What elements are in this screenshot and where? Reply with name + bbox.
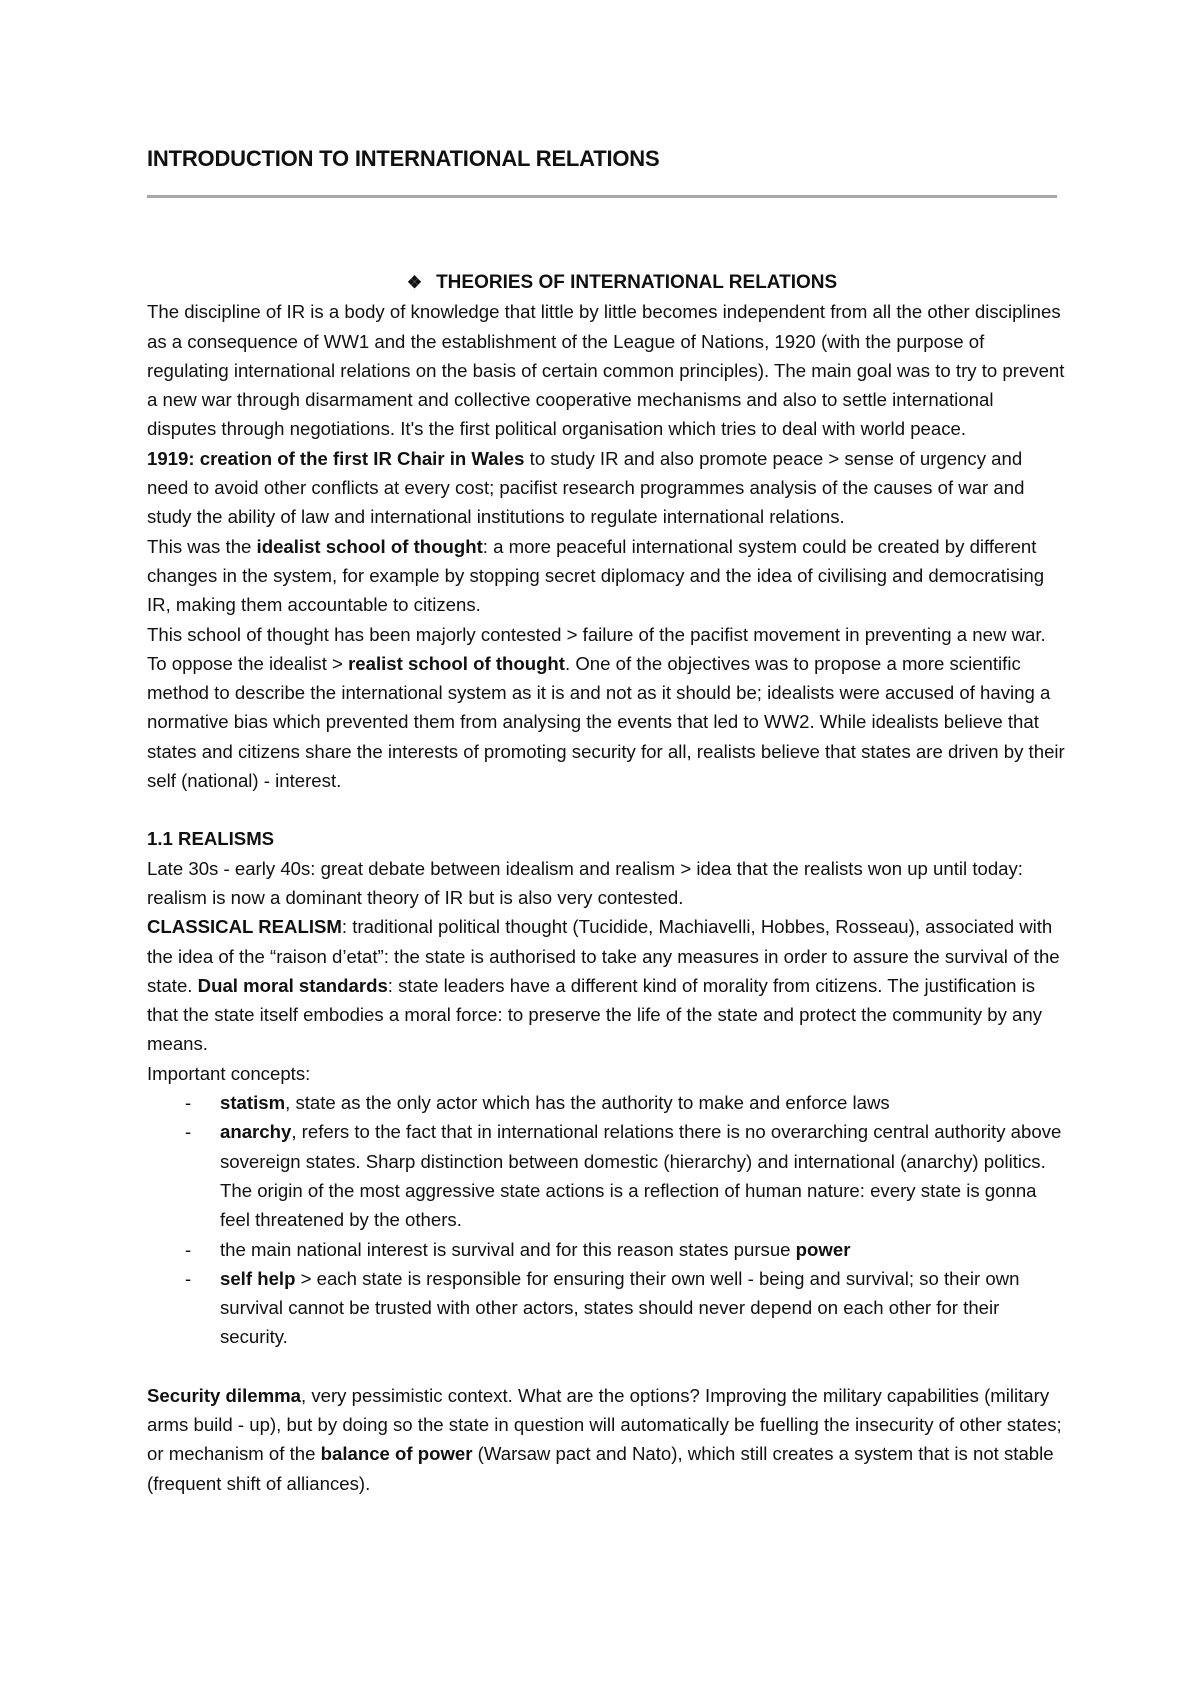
dash-bullet: -: [185, 1238, 192, 1260]
paragraph-realist: [147, 620, 1067, 796]
list-item-text: , state as the only actor which has the authority to make and enforce laws: [285, 1092, 890, 1114]
paragraph-security-dilemma: [147, 1381, 1067, 1498]
paragraph-text: to study IR and also promote peace > sense of urgency and need to avoid other conflicts at every cost; pacifist research programmes analysis of the causes of war and study the ability of law and international institutions to regulate international relations.: [147, 447, 1025, 528]
section-heading-text: THEORIES OF INTERNATIONAL RELATIONS: [436, 272, 838, 293]
diamond-bullet-icon: ❖: [406, 273, 423, 292]
spacer: [147, 1352, 1067, 1381]
dash-bullet: -: [185, 1092, 192, 1114]
list-item-text: > each state is responsible for ensuring their own well - being and survival; so their own survival cannot be trusted with other actors, states should never depend on each other for their security.: [220, 1267, 1020, 1348]
bold-text: anarchy: [220, 1121, 292, 1143]
list-item-text: , refers to the fact that in international relations there is no overarching central authority above sovereign states. Sharp distinction between domestic (hierarchy) and international (anarchy) politics. The origin of the most aggressive state actions is a reflection of human nature: every state is gonna feel threatened by the others.: [220, 1121, 1062, 1231]
paragraph-text: : a more peaceful international system could be created by different changes in the system, for example by stopping secret diplomacy and the idea of civilising and democratising IR, making them accountable to citizens.: [147, 535, 1045, 616]
concepts-label: Important concepts:: [147, 1062, 311, 1084]
paragraph-ir-origins: The discipline of IR is a body of knowledge that little by little becomes independent from all the other disciplines as a consequence of WW1 and the establishment of the League of Nations, 1920 (with the purpose of regulating international relations on the basis of certain common principles). The main goal was to try to prevent a new war through disarmament and collective cooperative mechanisms and also to settle international disputes through negotiations. It's the first political organisation which tries to deal with world peace.: [147, 301, 1065, 440]
bold-text: power: [795, 1238, 851, 1260]
bold-text: statism: [220, 1092, 286, 1114]
dash-bullet: -: [185, 1121, 192, 1143]
paragraph-idealist: [147, 532, 1067, 620]
paragraph-great-debate: Late 30s - early 40s: great debate between idealism and realism > idea that the realists won up until today: realism is now a dominant theory of IR but is also very contested.: [147, 857, 1023, 908]
paragraph-text: This school of thought has been majorly contested > failure of the pacifist movement in preventing a new war. To oppose the idealist >: [147, 623, 1046, 674]
paragraph-text: : state leaders have a different kind of morality from citizens. The justification is that the state itself embodies a moral force: to preserve the life of the state and protect the community by any means.: [147, 974, 1043, 1055]
bold-text: Dual moral standards: [197, 974, 388, 996]
spacer: [147, 795, 1067, 824]
dash-bullet: -: [185, 1267, 192, 1289]
paragraph-classical-realism: [147, 912, 1067, 1058]
document-title: INTRODUCTION TO INTERNATIONAL RELATIONS: [147, 146, 660, 171]
paragraph-text: This was the: [147, 535, 257, 557]
bold-text: CLASSICAL REALISM: [147, 916, 342, 938]
list-item-text: the main national interest is survival and for this reason states pursue: [220, 1238, 796, 1260]
list-item: [147, 1117, 1067, 1234]
section-heading: [147, 268, 1067, 297]
paragraph-text: . One of the objectives was to propose a more scientific method to describe the international system as it is and not as it should be; idealists were accused of having a normative bias which prevented them from analysing the events that led to WW2. While idealists believe that states and citizens share the interests of promoting security for all, realists believe that states are driven by their self (national) - interest.: [147, 652, 1065, 792]
paragraph-text: : traditional political thought (Tucidide, Machiavelli, Hobbes, Rosseau), associated with the idea of the “raison d’etat”: the state is authorised to take any measures in order to assure the survival of the state.: [147, 916, 1060, 996]
paragraph-text: (Warsaw pact and Nato), which still creates a system that is not stable (frequent shift of alliances).: [147, 1443, 1054, 1494]
bold-text: realist school of thought: [348, 652, 565, 674]
list-item: [147, 1235, 1067, 1264]
bold-text: balance of power: [320, 1443, 473, 1465]
list-item: [147, 1088, 1067, 1117]
paragraph-first-chair: [147, 444, 1067, 532]
title-divider: [147, 195, 1057, 198]
bold-text: Security dilemma: [147, 1384, 301, 1406]
concepts-list: [147, 1088, 1067, 1352]
bold-text: 1919: creation of the first IR Chair in Wales: [147, 447, 525, 469]
bold-text: idealist school of thought: [256, 535, 483, 557]
list-item: [147, 1264, 1067, 1352]
document-body: [147, 268, 1067, 1498]
subsection-heading: 1.1 REALISMS: [147, 828, 275, 850]
bold-text: self help: [220, 1267, 296, 1289]
paragraph-text: , very pessimistic context. What are the options? Improving the military capabilities (military arms build - up), but by doing so the state in question will automatically be fuelling the insecurity of other states; or mechanism of the: [147, 1384, 1062, 1465]
